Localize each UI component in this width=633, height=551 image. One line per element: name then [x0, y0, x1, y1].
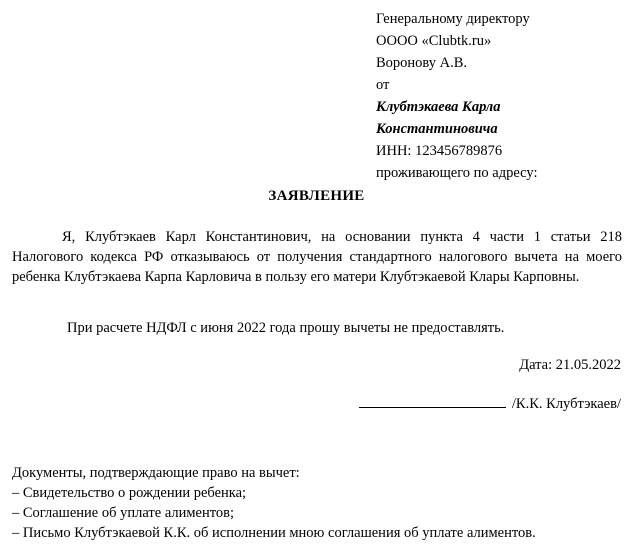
statement-paragraph: Я, Клубтэкаев Карл Константинович, на основании пункта 4 части 1 статьи 218 Налогового кодекса РФ отказываюсь от получения стандартного налогового вычета на моего ребенка Клубтэкаева Карпа Карловича в пользу его матери Клубтэкаевой Клары Карповны.	[12, 229, 622, 285]
signature-blank	[359, 393, 506, 408]
attachment-item: – Письмо Клубтэкаевой К.К. об исполнении мною соглашения об уплате алиментов.	[12, 525, 536, 541]
sender-name-line2: Константиновича	[376, 121, 498, 137]
statement-body	[12, 227, 622, 287]
recipient-position: Генеральному директору	[376, 11, 530, 27]
recipient-company: OOОО «Clubtk.ru»	[376, 33, 492, 49]
sender-name-line1: Клубтэкаева Карла	[376, 99, 501, 115]
recipient-name: Воронову А.В.	[376, 55, 468, 71]
date-line: Дата: 21.05.2022	[519, 357, 621, 373]
sender-inn: ИНН: 123456789876	[376, 143, 503, 159]
sender-address-label: проживающего по адресу:	[376, 165, 538, 181]
from-label: от	[376, 77, 390, 93]
request-block	[12, 318, 622, 338]
addressee-block	[376, 8, 626, 184]
attachment-item: – Свидетельство о рождении ребенка;	[12, 485, 247, 501]
attachments-heading: Документы, подтверждающие право на вычет:	[12, 465, 300, 481]
attachments-list	[12, 463, 627, 543]
signature-block	[359, 393, 621, 414]
request-paragraph: При расчете НДФЛ с июня 2022 года прошу вычеты не предоставлять.	[67, 320, 505, 336]
attachment-item: – Соглашение об уплате алиментов;	[12, 505, 235, 521]
signature-name: /К.К. Клубтэкаев/	[511, 396, 621, 412]
document-title: ЗАЯВЛЕНИЕ	[268, 188, 365, 204]
